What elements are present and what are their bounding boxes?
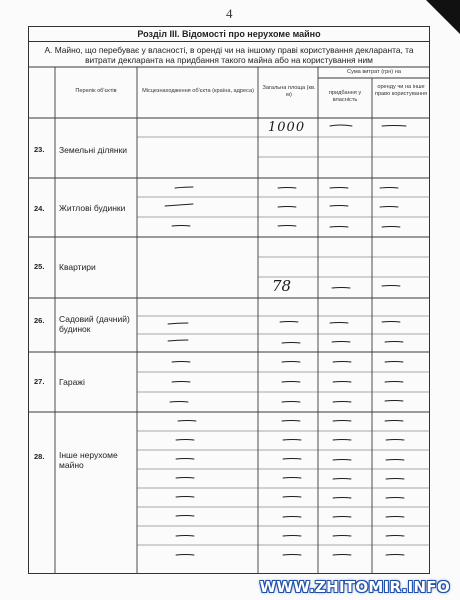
- row-number: 23.: [34, 145, 45, 154]
- row-label: Квартири: [59, 262, 96, 272]
- header-ownership: придбання у власність: [328, 90, 362, 103]
- section-title: Розділ III. Відомості про нерухоме майно: [28, 26, 430, 42]
- row-number: 24.: [34, 204, 45, 213]
- header-location: Місцезнаходження об'єкта (країна, адреса): [142, 88, 254, 94]
- header-total-area: Загальна площа (кв. м): [262, 85, 316, 98]
- land-area-value: 1000: [268, 120, 306, 135]
- row-label: Земельні ділянки: [59, 145, 128, 155]
- site-watermark: WWW.ZHITOMIR.INFO: [259, 578, 450, 596]
- row-label: Гаражі: [59, 377, 85, 387]
- header-expenses-group: Сума витрат (грн) на: [347, 69, 401, 75]
- row-label: Садовий (дачний) будинок: [59, 314, 130, 334]
- row-label: Інше нерухоме майно: [59, 450, 118, 470]
- row-number: 26.: [34, 316, 45, 325]
- page-number: 4: [226, 6, 233, 21]
- row-number: 28.: [34, 452, 45, 461]
- row-number: 27.: [34, 377, 45, 386]
- apartment-area-value: 78: [272, 277, 292, 295]
- handwritten-dashes: [165, 125, 406, 555]
- section-a-text: А. Майно, що перебуває у власності, в оренді чи на іншому праві користування декларанта, та витрати декларанта на придбання такого майна або на користування ним: [44, 45, 414, 65]
- row-number: 25.: [34, 262, 45, 271]
- header-rent: оренду чи на інше право користування: [374, 84, 428, 97]
- row-label: Житлові будинки: [59, 203, 126, 213]
- header-object-list: Перелік об'єктів: [75, 88, 117, 94]
